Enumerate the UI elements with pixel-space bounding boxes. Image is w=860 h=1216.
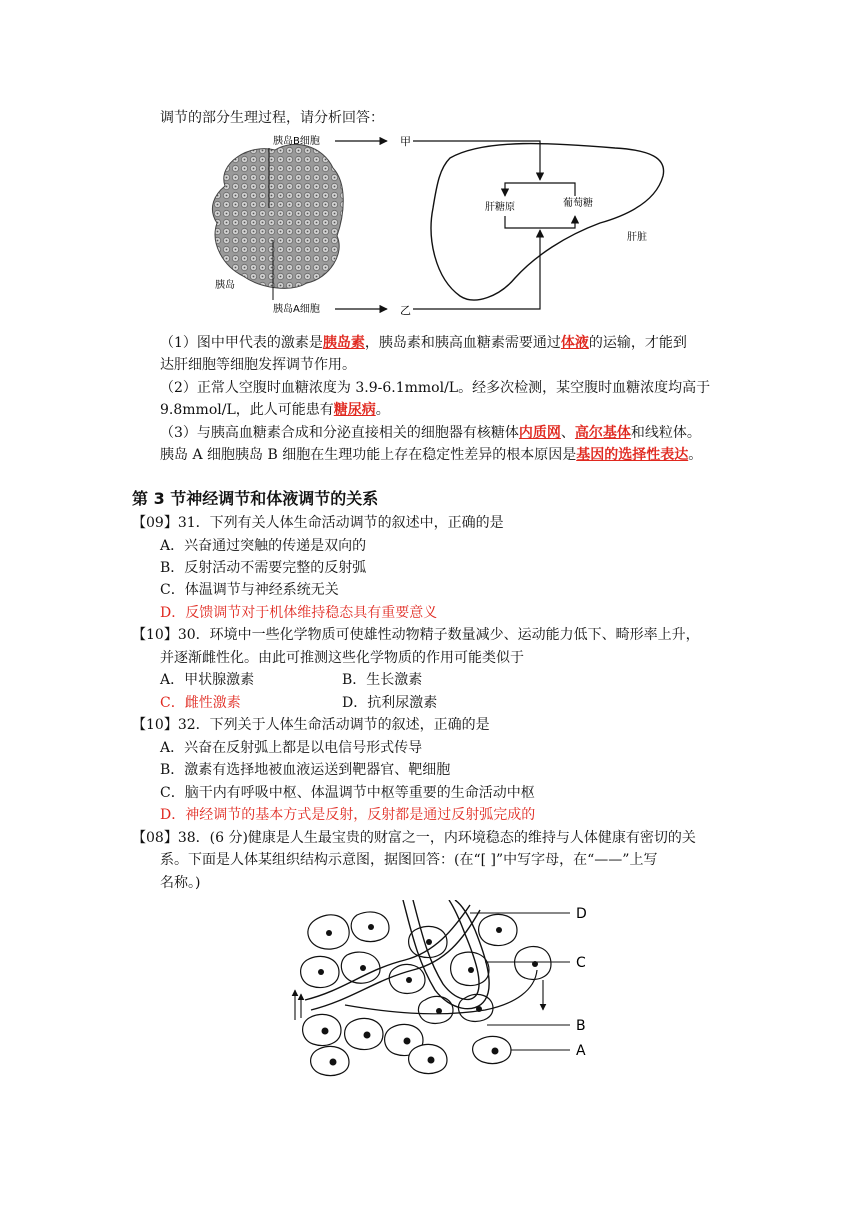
- q30-option-a: A．甲状腺激素: [160, 672, 255, 688]
- answer-er: 内质网: [518, 425, 561, 441]
- liver-label: 肝脏: [627, 232, 647, 243]
- q30-option-b: B．生长激素: [342, 672, 423, 688]
- label-d: D: [576, 906, 587, 922]
- answer-2-line-1: （2）正常人空腹时血糖浓度为 3.9-6.1mmol/L。经多次检测，某空腹时血糖浓度均高于: [160, 380, 711, 396]
- q31-option-d: D．反馈调节对于机体维持稳态具有重要意义: [160, 605, 438, 621]
- q32-option-a: A．兴奋在反射弧上都是以电信号形式传导: [160, 740, 423, 756]
- q30-option-d: D．抗利尿激素: [342, 695, 438, 711]
- label-c: C: [576, 955, 586, 971]
- answer-1-line-1: （1）图中甲代表的激素是胰岛素，胰岛素和胰高血糖素需要通过体液的运输，才能到: [160, 335, 687, 351]
- q30-stem-2: 并逐渐雌性化。由此可推测这些化学物质的作用可能类似于: [160, 650, 524, 666]
- section-title: 第 3 节神经调节和体液调节的关系: [132, 489, 379, 508]
- glycogen-label: 肝糖原: [485, 202, 515, 213]
- answer-body-fluid: 体液: [560, 335, 589, 351]
- islet-liver-diagram: [195, 128, 675, 328]
- q38-stem-1: 【08】38．(6 分)健康是人生最宝贵的财富之一，内环境稳态的维持与人体健康有密切的关: [132, 830, 696, 846]
- answer-insulin: 胰岛素: [322, 335, 365, 351]
- answer-gene-expression: 基因的选择性表达: [576, 447, 689, 463]
- label-b: B: [576, 1018, 586, 1034]
- q31-option-c: C．体温调节与神经系统无关: [160, 582, 339, 598]
- tissue-structure-diagram: [285, 900, 605, 1080]
- jia-label: 甲: [400, 135, 411, 148]
- glucose-label: 葡萄糖: [563, 198, 593, 209]
- q32-option-c: C．脑干内有呼吸中枢、体温调节中枢等重要的生命活动中枢: [160, 785, 535, 801]
- q38-stem-3: 名称。): [160, 875, 201, 891]
- q31-stem: 【09】31．下列有关人体生命活动调节的叙述中，正确的是: [132, 515, 504, 531]
- islet-blob: [212, 144, 343, 288]
- label-a: A: [576, 1043, 586, 1059]
- q30-option-c: C．雌性激素: [160, 695, 241, 711]
- q32-stem: 【10】32．下列关于人体生命活动调节的叙述，正确的是: [132, 717, 490, 733]
- q38-stem-2: 系。下面是人体某组织结构示意图，据图回答：(在“[ ]”中写字母，在“——”上写: [160, 852, 658, 868]
- b-cell-label: 胰岛B细胞: [273, 136, 320, 147]
- answer-2-line-2: 9.8mmol/L，此人可能患有糖尿病。: [160, 402, 390, 418]
- yi-label: 乙: [400, 304, 411, 317]
- q32-option-b: B．激素有选择地被血液运送到靶器官、靶细胞: [160, 762, 451, 778]
- answer-3-line-2: 胰岛 A 细胞胰岛 B 细胞在生理功能上存在稳定性差异的根本原因是基因的选择性表达。: [160, 447, 703, 463]
- answer-diabetes: 糖尿病: [333, 402, 376, 418]
- q32-option-d: D．神经调节的基本方式是反射，反射都是通过反射弧完成的: [160, 807, 536, 823]
- answer-golgi: 高尔基体: [574, 425, 631, 441]
- q30-stem-1: 【10】30．环境中一些化学物质可使雄性动物精子数量减少、运动能力低下、畸形率上升，: [132, 627, 700, 643]
- islet-label: 胰岛: [215, 280, 235, 291]
- liver-outline: [431, 144, 663, 300]
- answer-3-line-1: （3）与胰高血糖素合成和分泌直接相关的细胞器有核糖体内质网、高尔基体和线粒体。: [160, 425, 701, 441]
- a-cell-label: 胰岛A细胞: [273, 304, 320, 315]
- q31-option-b: B．反射活动不需要完整的反射弧: [160, 560, 367, 576]
- answer-1-line-2: 达肝细胞等细胞发挥调节作用。: [160, 357, 356, 373]
- intro-text: 调节的部分生理过程，请分析回答：: [160, 110, 384, 126]
- q31-option-a: A．兴奋通过突触的传递是双向的: [160, 538, 367, 554]
